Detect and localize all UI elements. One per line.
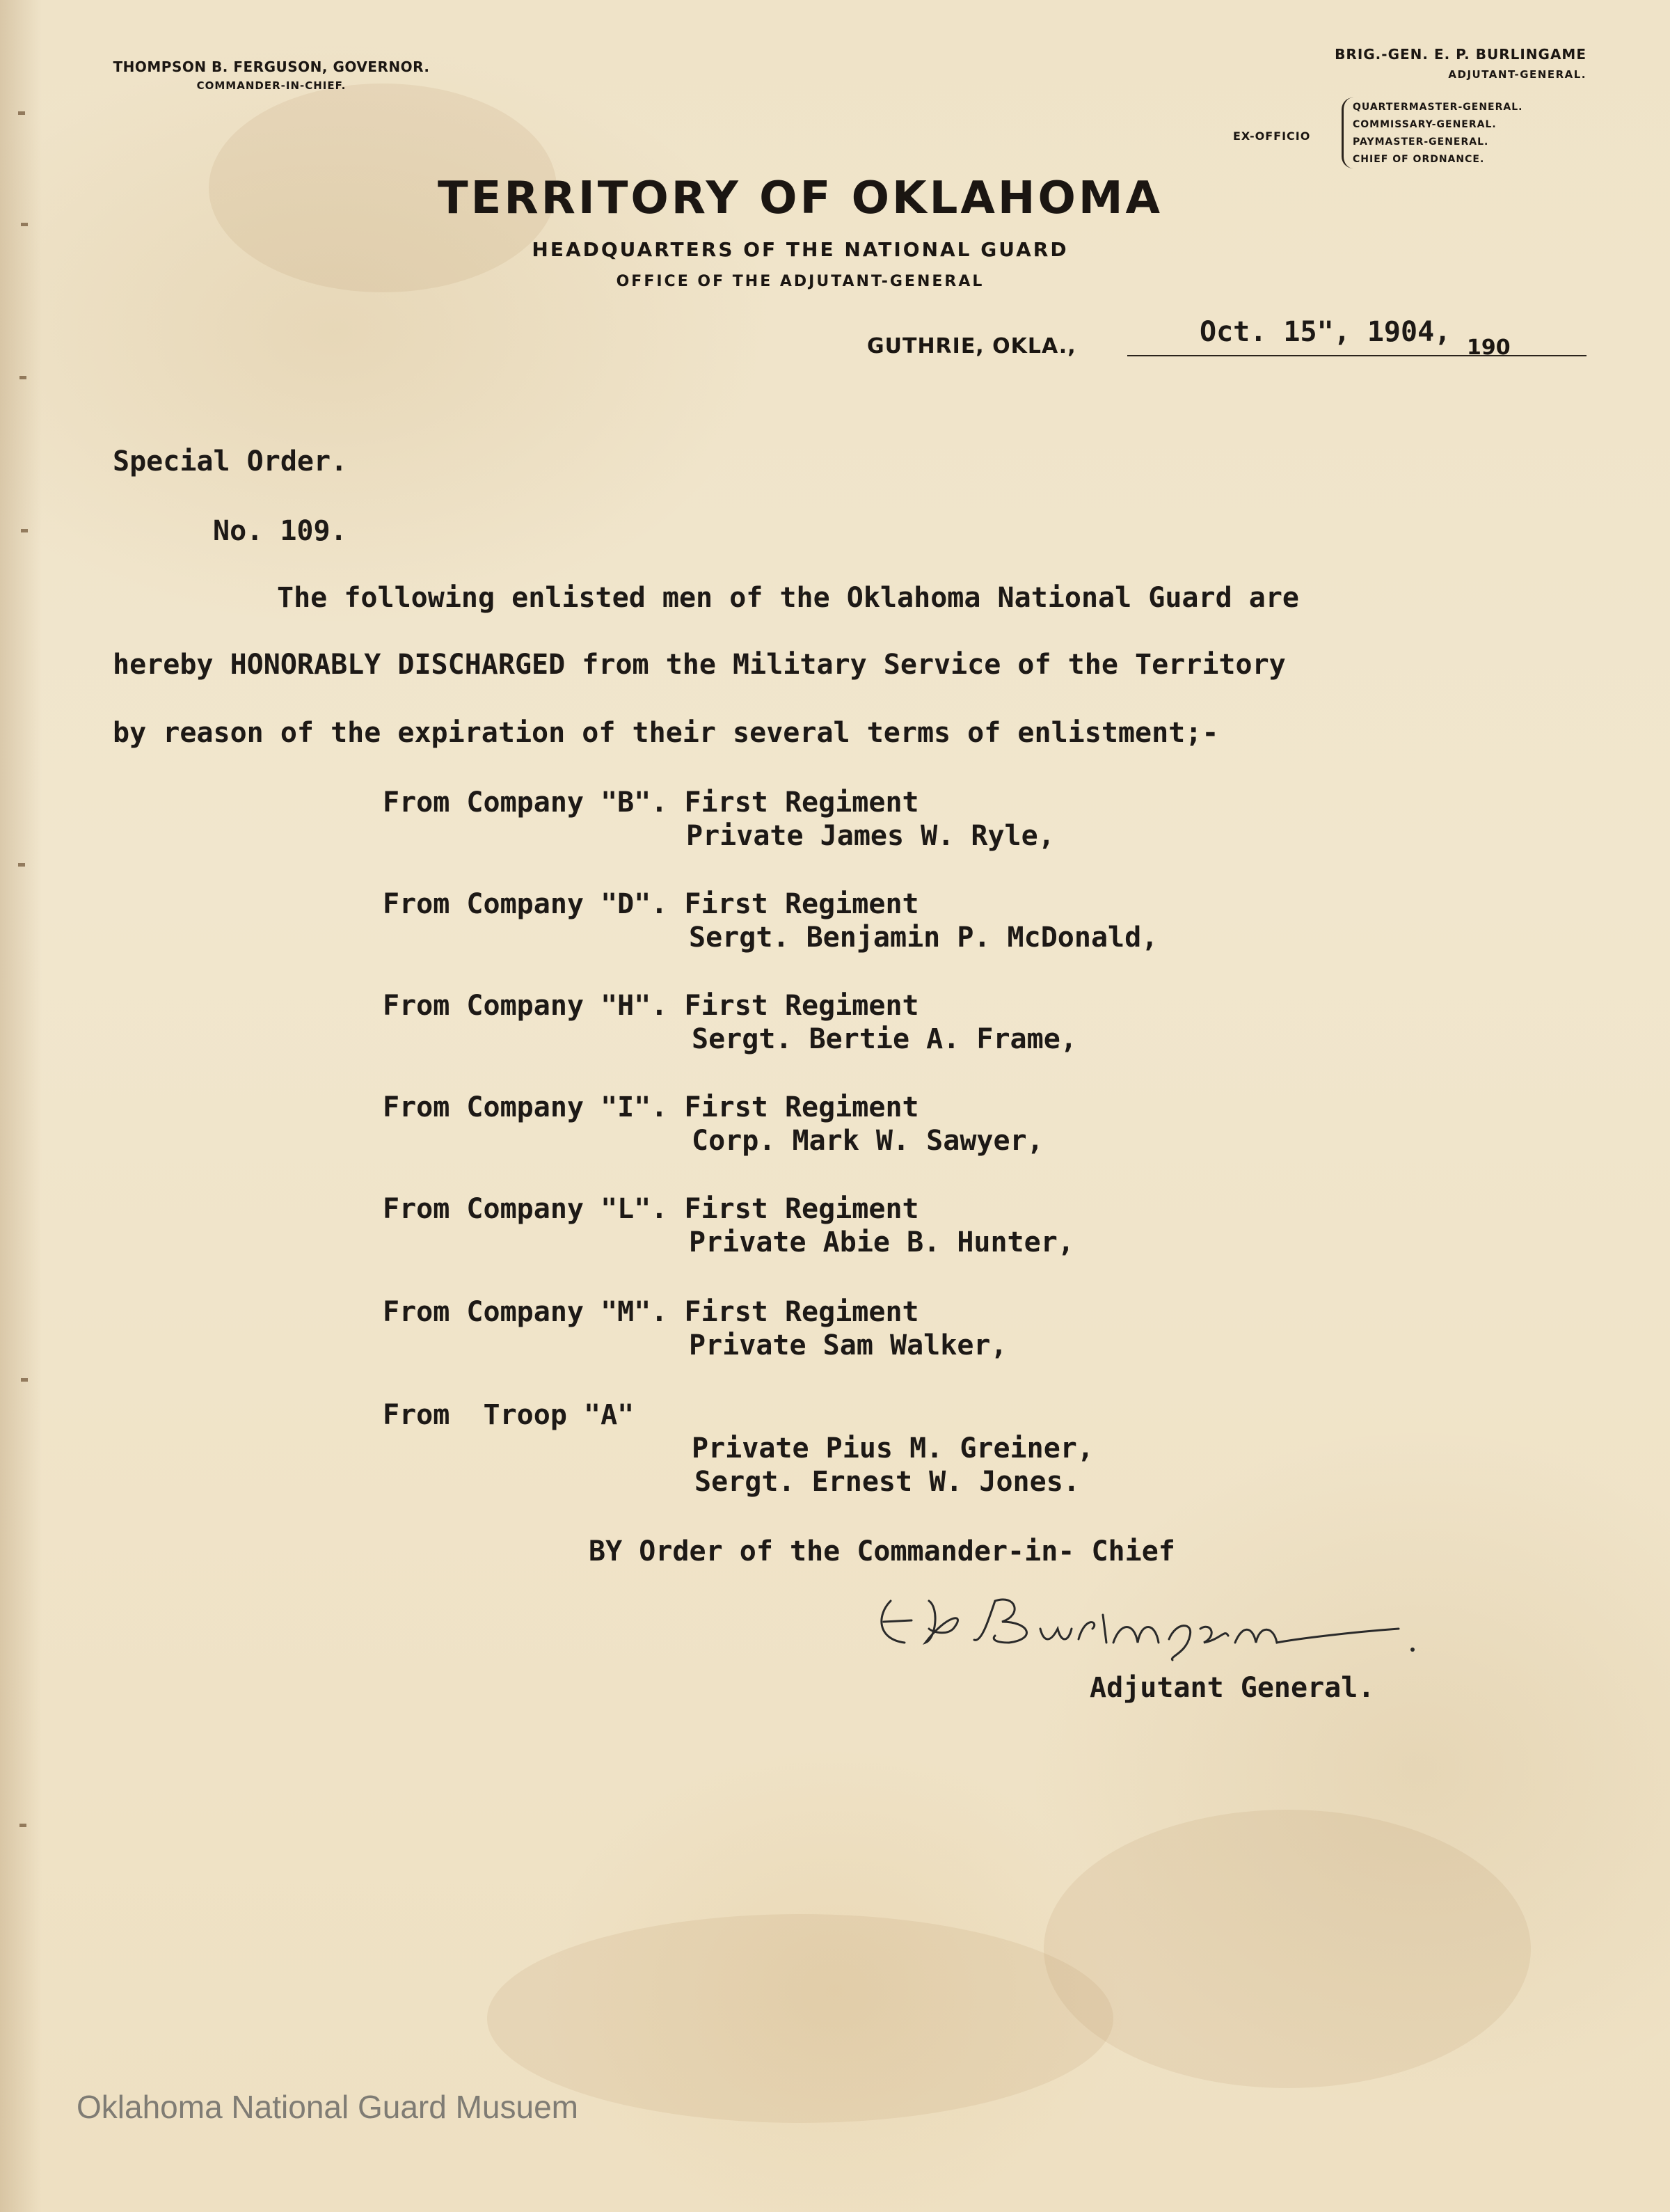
edge-mark bbox=[21, 529, 28, 532]
office-subtitle: OFFICE OF THE ADJUTANT-GENERAL bbox=[616, 273, 985, 290]
ex-officio-label: EX-OFFICIO bbox=[1233, 129, 1311, 143]
territory-title: TERRITORY OF OKLAHOMA bbox=[437, 173, 1163, 224]
discharged-man: Private Sam Walker, bbox=[689, 1329, 1008, 1361]
unit-line: From Company "D". First Regiment bbox=[383, 888, 919, 920]
signer-title: Adjutant General. bbox=[1090, 1672, 1375, 1704]
edge-mark bbox=[21, 223, 28, 226]
unit-line: From Company "I". First Regiment bbox=[383, 1091, 919, 1123]
discharged-man: Corp. Mark W. Sawyer, bbox=[692, 1125, 1044, 1157]
unit-line: From Company "B". First Regiment bbox=[383, 787, 919, 819]
discharged-man: Sergt. Benjamin P. McDonald, bbox=[689, 922, 1159, 954]
signature-dot bbox=[1410, 1648, 1415, 1652]
order-heading: Special Order. bbox=[113, 445, 348, 477]
city-label: GUTHRIE, OKLA., bbox=[867, 334, 1076, 358]
edge-mark bbox=[18, 111, 25, 115]
ex-officio-roles bbox=[1353, 99, 1522, 168]
body-line: hereby HONORABLY DISCHARGED from the Military Service of the Territory bbox=[113, 649, 1286, 681]
order-number: No. 109. bbox=[213, 515, 347, 547]
unit-line: From Company "L". First Regiment bbox=[383, 1193, 919, 1225]
closing-line: BY Order of the Commander-in- Chief bbox=[589, 1535, 1175, 1567]
ex-officio-brace bbox=[1342, 97, 1353, 168]
discharged-man: Sergt. Ernest W. Jones. bbox=[694, 1466, 1080, 1498]
edge-mark bbox=[18, 863, 25, 867]
paper-stain bbox=[1044, 1810, 1531, 2088]
ex-officio-role: PAYMASTER-GENERAL. bbox=[1353, 136, 1489, 148]
ex-officio-role: QUARTERMASTER-GENERAL. bbox=[1353, 102, 1523, 113]
edge-mark bbox=[19, 376, 26, 379]
governor-block bbox=[56, 58, 487, 92]
unit-line: From Company "M". First Regiment bbox=[383, 1296, 919, 1328]
adjutant-block bbox=[1183, 46, 1586, 81]
governor-name: THOMPSON B. FERGUSON, GOVERNOR. bbox=[113, 58, 430, 75]
adjutant-title: ADJUTANT-GENERAL. bbox=[1448, 68, 1586, 81]
body-line: The following enlisted men of the Oklahoma National Guard are bbox=[277, 582, 1300, 614]
adjutant-name: BRIG.-GEN. E. P. BURLINGAME bbox=[1335, 46, 1586, 63]
discharged-man: Private Abie B. Hunter, bbox=[689, 1226, 1074, 1258]
unit-line: From Company "H". First Regiment bbox=[383, 990, 919, 1022]
date-printed-suffix: 190 bbox=[1467, 335, 1511, 360]
discharged-man: Private James W. Ryle, bbox=[686, 820, 1055, 852]
governor-title: COMMANDER-IN-CHIEF. bbox=[196, 79, 347, 92]
unit-line: From Troop "A" bbox=[383, 1399, 635, 1431]
discharged-man: Private Pius M. Greiner, bbox=[692, 1432, 1094, 1464]
edge-mark bbox=[19, 1824, 26, 1827]
body-line: by reason of the expiration of their several terms of enlistment;- bbox=[113, 717, 1219, 749]
edge-mark bbox=[21, 1378, 28, 1382]
discharged-man: Sergt. Bertie A. Frame, bbox=[692, 1023, 1077, 1055]
ex-officio-role: COMMISSARY-GENERAL. bbox=[1353, 119, 1497, 130]
signature-stroke bbox=[882, 1599, 1399, 1660]
signature bbox=[863, 1573, 1420, 1664]
ex-officio-role: CHIEF OF ORDNANCE. bbox=[1353, 154, 1485, 165]
headquarters-subtitle: HEADQUARTERS OF THE NATIONAL GUARD bbox=[532, 238, 1069, 261]
paper-stain bbox=[487, 1914, 1113, 2123]
date-underline bbox=[1127, 355, 1586, 356]
order-date: Oct. 15", 1904, bbox=[1200, 316, 1452, 348]
museum-watermark: Oklahoma National Guard Musuem bbox=[77, 2089, 578, 2125]
